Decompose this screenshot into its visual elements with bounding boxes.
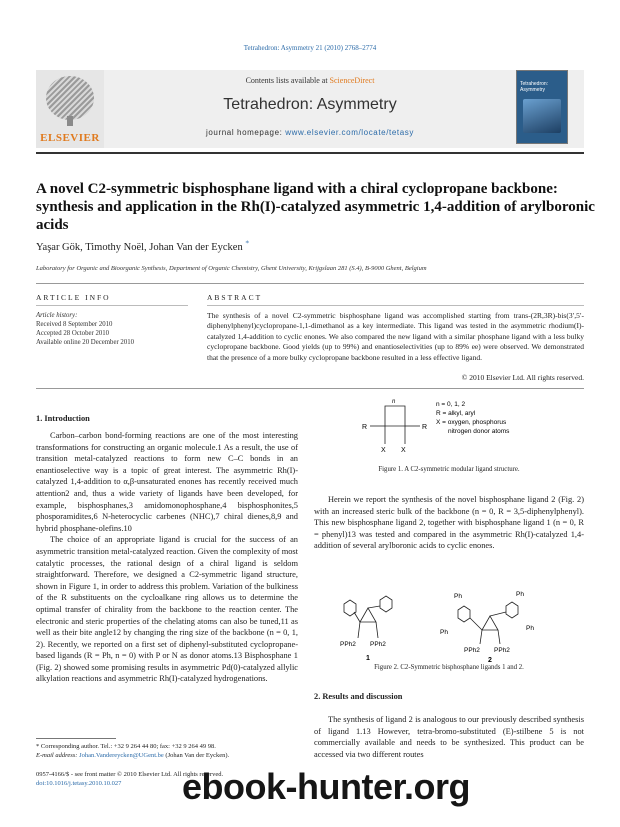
r-substituent: R [362,424,368,431]
header-rule [36,152,584,154]
issn-line: 0957-4166/$ - see front matter © 2010 Elsevier Ltd. All rights reserved. [36,771,224,778]
corresponding-author-mark[interactable]: * [245,238,249,248]
r-substituent: R [422,424,428,431]
abstract-heading: ABSTRACT [207,293,263,302]
journal-citation[interactable]: Tetrahedron: Asymmetry 21 (2010) 2768–2774 [243,44,377,52]
journal-cover [516,70,568,144]
tree-trunk [67,116,73,126]
introduction-paragraph: Carbon–carbon bond-forming reactions are one of the most interesting transformations for constructing an organic molecule.1 As a result, the use of transition metal-catalyzed reactions to form new C–C bonds in an enantioselective way is a topic of great interest. The asymmetric Rh(I)-catalyzed 1,4-addition to α,β-unsaturated enones has recently received much attention2 and, thus a wide variety of ligands have been developed, for example, bisphosphanes,3 amidomonophosphane,4 bisphosphonites,5 phosporamidites,6 N-heterocyclic carbenes (NHC),7 chiral dienes,8,9 and hybrid phosphane-olefins.10 [36,431,298,533]
figure-2-caption: Figure 2. C2-Symmetric bisphosphane ligands 1 and 2. [374,664,524,671]
figure-2-structures [330,586,570,664]
bond [490,612,506,616]
divider [36,283,584,284]
cycloalkane-ring [385,406,405,426]
accepted-date: Accepted 28 October 2010 [36,330,110,337]
elsevier-logo [36,70,104,148]
bond [358,622,360,638]
contents-line [110,76,510,85]
pph2-label: PPh2 [340,641,356,648]
phenyl-ring [380,596,392,612]
abstract-text: The synthesis of a novel C2-symmetric bisphosphane ligand was accomplished starting from trans-(2R,3R)-bis(3′,5′-diphenylphenyl)cyclopropane-1,1-dimethanol as a key intermediate. This ligand was tested in the asymmetric rhodium(I)-catalyzed 1,4-addition to cyclic enones. We also compared the new ligand with a similar phosphane ligand with a less bulky cyclopropane backbone. Good yields (up to 99%) and enantioselectivities (up to 89% ee) were observed. We demonstrated that the presence of a more bulky cyclopropane backbone resulted in a less effective ligand. [207,311,584,362]
homepage-prefix: journal homepage: [205,128,286,137]
ph-label: Ph [516,591,524,598]
ligand-1-label: 1 [366,655,370,662]
introduction-body [36,430,298,685]
footnote-rule [36,738,116,739]
divider [36,388,584,389]
x-donor: X [381,447,386,454]
article-info-heading: ARTICLE INFO [36,293,111,302]
legend-x: X = oxygen, phosphorus [436,419,507,426]
divider [207,305,584,306]
ph-label: Ph [526,625,534,632]
authors: Yaşar Gök, Timothy Noël, Johan Van der Eycken [36,242,243,253]
bond [354,612,360,622]
footnote [36,742,298,760]
pph2-label: PPh2 [464,647,480,654]
legend-n: n = 0, 1, 2 [436,401,466,408]
cover-art [523,99,561,133]
cover-title: Tetrahedron: Asymmetry [520,81,549,93]
results-body [314,714,584,760]
bond [376,622,378,638]
doi-link[interactable]: doi:10.1016/j.tetasy.2010.10.027 [36,780,122,787]
homepage-link[interactable]: www.elsevier.com/locate/tetasy [285,128,414,137]
received-date: Received 8 September 2010 [36,321,113,328]
figure-1-structure [350,396,550,456]
history-label: Article history: [36,312,78,319]
bond [368,606,380,608]
watermark: ebook-hunter.org [182,766,470,807]
ligand-2-label: 2 [488,657,492,664]
bond [470,618,482,630]
email-line [36,751,298,760]
email-label: E-mail address: [36,752,80,759]
divider [36,305,188,306]
figure-1-caption: Figure 1. A C2-symmetric modular ligand structure. [378,466,520,473]
email-suffix: (Johan Van der Eycken). [163,752,230,759]
publisher-name: ELSEVIER [40,132,100,144]
results-heading: 2. Results and discussion [314,692,403,701]
pph2-label: PPh2 [494,647,510,654]
x-donor: X [401,447,406,454]
legend-x2: nitrogen donor atoms [448,428,510,435]
n-index: n [392,399,396,405]
ph-label: Ph [440,629,448,636]
cyclopropane-ring [482,616,498,630]
bond [480,630,482,644]
ph-label: Ph [454,593,462,600]
corresponding-author-note: * Corresponding author. Tel.: +32 9 264 44 80; fax: +32 9 264 49 98. [36,743,216,750]
journal-homepage [110,128,510,137]
contents-prefix: Contents lists available at [245,76,330,85]
affiliation: Laboratory for Organic and Bioorganic Synthesis, Department of Organic Chemistry, Ghent University, Krijgslaan 281 (S.4), B-9000 Ghent, Belgium [36,265,427,272]
journal-title: Tetrahedron: Asymmetry [223,96,397,113]
aryl-ring [458,606,470,622]
results-paragraph: The synthesis of ligand 2 is analogous to our previously described synthesis of ligand 1.13 However, tetra-bromo-substituted (E)-stilbene 5 is not commercially available and needs to be synthesized. This product can be accessed via two different routes [314,715,584,759]
email-link[interactable]: Johan.Vandereycken@UGent.be [79,752,164,759]
copyright: © 2010 Elsevier Ltd. All rights reserved. [461,373,584,382]
article-history [36,311,188,347]
tree-icon [46,76,94,120]
right-column-body [314,494,584,552]
sciencedirect-link[interactable]: ScienceDirect [329,76,375,85]
author-list [36,238,584,253]
bond [498,630,500,644]
article-title: A novel C2-symmetric bisphosphane ligand with a chiral cyclopropane backbone: synthesis and application in the Rh(I)-catalyzed asymmetric 1,4-addition of arylboronic acids [36,181,595,233]
body-paragraph: Herein we report the synthesis of the novel bisphosphane ligand 2 (Fig. 2) with an increased steric bulk of the backbone (n = 0, R = 3,5-diphenylphenyl). This new bisphosphane ligand 2, together with bisphosphane ligand 1 (n = 0, R = phenyl)13 was tested and compared in the asymmetric Rh(I)-catalyzed 1,4-addition of several arylboronic acids to cyclic enones. [314,495,584,551]
introduction-heading: 1. Introduction [36,414,90,423]
pph2-label: PPh2 [370,641,386,648]
online-date: Available online 20 December 2010 [36,339,135,346]
aryl-ring [506,602,518,618]
introduction-paragraph: The choice of an appropriate ligand is crucial for the success of an asymmetric transition metal-catalyzed reaction. Given the complexity of most catalytic processes, the rational design of a chiral ligand is seldom straightforward. Therefore, we designed a C2-symmetric ligand structure, shown in Figure 1, in order to address this problem. Variation of the bulkiness of the R substituents on the cycloalkane ring allows us to determine the optimal transfer of chirality from the backbone to the reaction center. The electronic and steric properties of the chelating atoms can also be tuned,11 as well as their bite angle12 by changing the ring size of the backbone (n = 0, 1, 2). Recently, we reported on a first set of diphenyl-substituted cyclopropane-based ligands (R = Ph, n = 0) with P or N as donor atoms.13 Bisphosphane 1 (Fig. 2) showed some promising results in asymmetric Pd(0)-catalyzed allylic alkylation reactions and asymmetric Rh(I)-catalyzed hydrogenations. [36,535,298,684]
phenyl-ring [344,600,356,616]
cyclopropane-ring [360,608,376,622]
legend-r: R = alkyl, aryl [436,410,476,417]
